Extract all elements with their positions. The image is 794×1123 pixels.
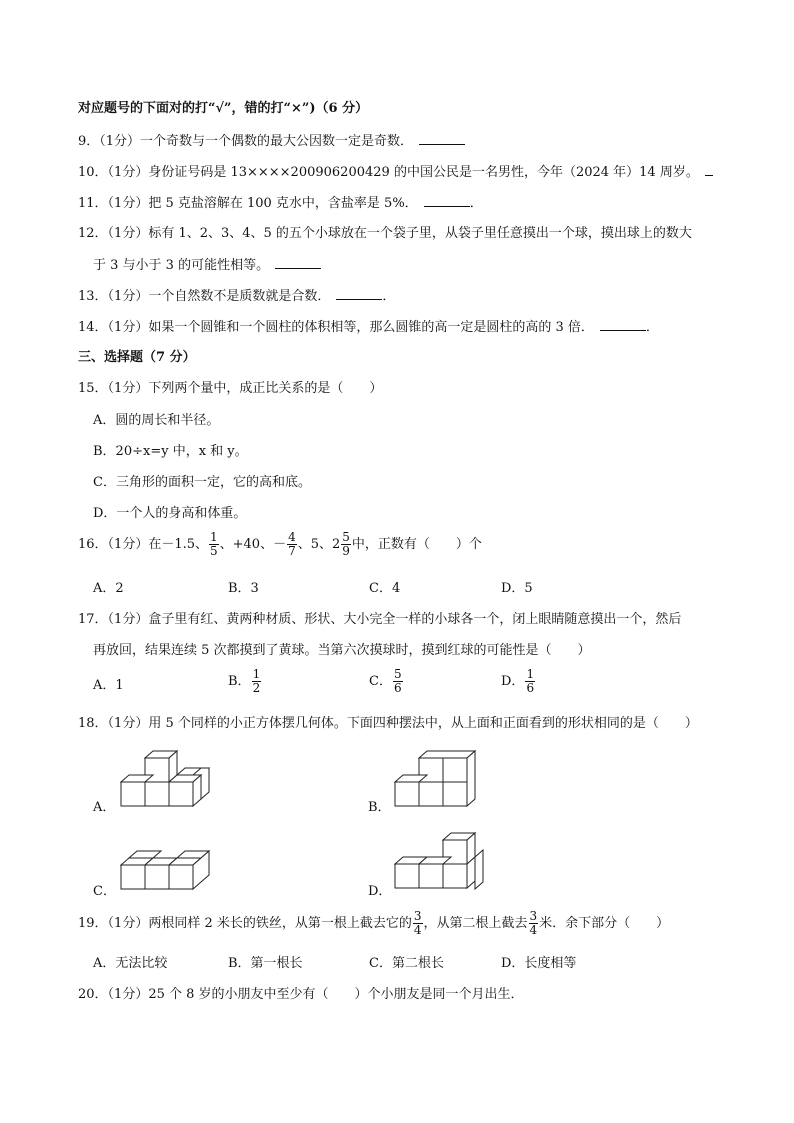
option-c[interactable]: C．第二根长 <box>369 956 444 971</box>
fraction: $\frac{3}{4}$ <box>413 909 422 937</box>
fraction: $\frac{4}{7}$ <box>288 530 296 558</box>
question-13-text: 13．（1分）一个自然数不是质数就是合数． <box>78 289 331 304</box>
option-a[interactable]: A． <box>93 800 116 815</box>
answer-blank[interactable] <box>600 318 646 331</box>
question-9-text: 9．（1分）一个奇数与一个偶数的最大公因数一定是奇数． <box>78 134 414 149</box>
option-b[interactable]: B．第一根长 <box>228 956 303 971</box>
option-d[interactable]: D． <box>368 884 392 899</box>
question-13: 13．（1分）一个自然数不是质数就是合数． ． <box>78 289 396 304</box>
cube-figure-c <box>118 848 218 893</box>
option-c[interactable]: C．三角形的面积一定，它的高和底。 <box>93 475 311 490</box>
answer-blank[interactable] <box>424 194 470 207</box>
cube-figure-d <box>392 830 492 894</box>
option-d[interactable]: D．5 <box>501 581 533 596</box>
answer-blank[interactable] <box>705 163 713 176</box>
question-10 <box>78 163 713 182</box>
question-15: 15．（1分）下列两个量中，成正比关系的是（ ） <box>78 381 383 396</box>
option-c[interactable]: C． <box>93 884 116 899</box>
section-heading-choice: 三、选择题（7 分） <box>78 350 196 365</box>
question-10-text: 10．（1分）身份证号码是 13××××200906200429 的中国公民是一名男性，今年（2024 年）14 周岁。 <box>78 165 699 180</box>
option-a[interactable]: A．无法比较 <box>93 956 168 971</box>
question-17-line1: 17．（1分）盒子里有红、黄两种材质、形状、大小完全一样的小球各一个，闭上眼睛随意摸出一个，然后 <box>78 612 682 627</box>
fraction: $\frac{5}{9}$ <box>342 530 350 558</box>
question-16: 16．（1分）在－1.5、 $\frac{1}{5}$ 、+40、－ $\frac{4}{7}$ 、5、2 $\frac{5}{9}$ 中，正数有（ ）个 <box>78 530 482 558</box>
option-c[interactable]: C．4 <box>369 581 401 596</box>
question-11: 11．（1分）把 5 克盐溶解在 100 克水中，含盐率是 5%． ． <box>78 196 483 211</box>
fraction: $\frac{1}{5}$ <box>210 530 218 558</box>
answer-blank[interactable] <box>275 256 321 269</box>
answer-blank[interactable] <box>336 287 382 300</box>
question-17-line2: 再放回，结果连续 5 次都摸到了黄球。当第六次摸球时，摸到红球的可能性是（ ） <box>93 643 591 658</box>
option-d[interactable]: D．长度相等 <box>501 956 577 971</box>
question-12-line1: 12．（1分）标有 1、2、3、4、5 的五个小球放在一个袋子里，从袋子里任意摸出一个球，摸出球上的数大 <box>78 226 692 241</box>
option-d[interactable]: D． $\frac{1}{6}$ <box>501 667 535 695</box>
cube-figure-a <box>118 750 218 810</box>
question-14-text: 14．（1分）如果一个圆锥和一个圆柱的体积相等，那么圆锥的高一定是圆柱的高的 3 倍． <box>78 320 594 335</box>
question-9 <box>78 132 465 151</box>
option-a[interactable]: A．2 <box>93 581 124 596</box>
question-12-line2: 于 3 与小于 3 的可能性相等。 <box>93 256 321 275</box>
cube-figure-b <box>392 750 492 810</box>
section-heading-judge: 对应题号的下面对的打“√”，错的打“×”)（6 分） <box>78 101 369 116</box>
question-14: 14．（1分）如果一个圆锥和一个圆柱的体积相等，那么圆锥的高一定是圆柱的高的 3 倍． ． <box>78 320 659 335</box>
option-b[interactable]: B．20÷x=y 中，x 和 y。 <box>93 444 248 459</box>
option-b[interactable]: B．3 <box>228 581 259 596</box>
answer-blank[interactable] <box>419 132 465 145</box>
option-b[interactable]: B． <box>368 800 391 815</box>
option-a[interactable]: A．1 <box>93 678 124 693</box>
option-c[interactable]: C． $\frac{5}{6}$ <box>369 667 402 695</box>
question-11-text: 11．（1分）把 5 克盐溶解在 100 克水中，含盐率是 5%． <box>78 196 418 211</box>
option-d[interactable]: D．一个人的身高和体重。 <box>93 506 247 521</box>
option-b[interactable]: B． $\frac{1}{2}$ <box>228 667 261 695</box>
question-18: 18．（1分）用 5 个同样的小正方体摆几何体。下面四种摆法中，从上面和正面看到的形状相同的是（ ） <box>78 716 698 731</box>
fraction: $\frac{3}{4}$ <box>529 909 538 937</box>
option-a[interactable]: A．圆的周长和半径。 <box>93 413 220 428</box>
question-19: 19．（1分）两根同样 2 米长的铁丝，从第一根上截去它的 $\frac{3}{4}$ ，从第二根上截去 $\frac{3}{4}$ 米．余下部分（ ） <box>78 909 670 937</box>
question-20: 20．（1分）25 个 8 岁的小朋友中至少有（ ）个小朋友是同一个月出生． <box>78 987 524 1002</box>
